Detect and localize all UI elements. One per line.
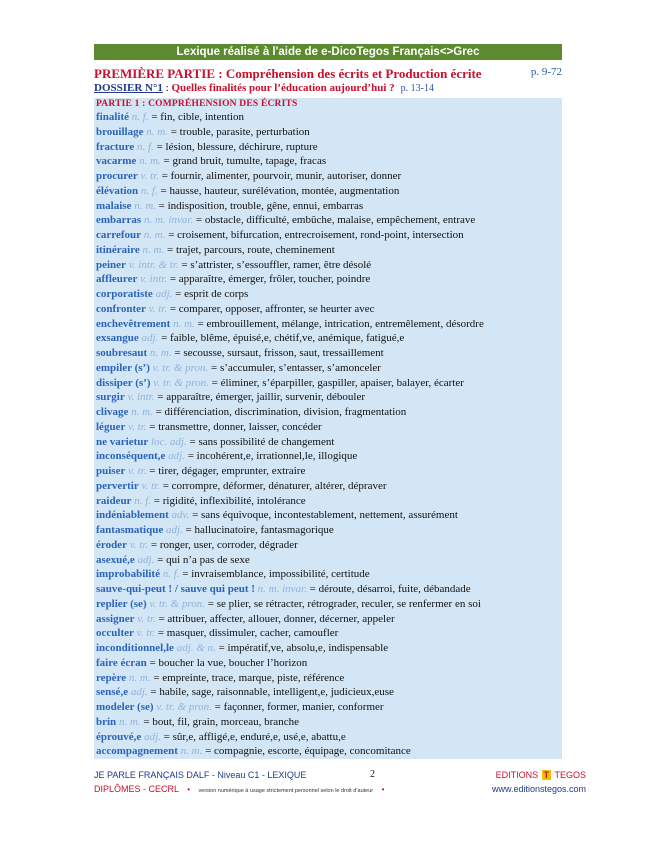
lexicon-entry: [96, 302, 562, 317]
entry-grammar: n. m.: [139, 155, 161, 168]
entry-definitions: = masquer, dissimuler, cacher, camoufler: [157, 627, 339, 640]
entry-definitions: = déroute, désarroi, fuite, débandade: [309, 583, 471, 595]
entry-headword: brouillage: [96, 125, 144, 138]
lexicon-entry: [96, 169, 562, 184]
entry-definitions: = éliminer, s’éparpiller, gaspiller, apaiser, balayer, écarter: [211, 376, 464, 389]
entry-definitions: = invraisemblance, impossibilité, certitude: [182, 568, 370, 581]
entry-headword: itinéraire: [96, 243, 140, 256]
entry-grammar: n. m.: [131, 406, 153, 418]
section-title: PARTIE 1 : COMPRÉHENSION DES ÉCRITS: [96, 99, 298, 109]
entry-headword: inconséquent,e: [96, 450, 166, 463]
entry-grammar: n. m.: [143, 229, 166, 241]
entry-definitions: = empreinte, trace, marque, piste, référence: [153, 671, 345, 684]
publisher-suffix: TEGOS: [554, 770, 586, 780]
lexicon-entry: [96, 744, 562, 759]
entry-grammar: n. f.: [140, 184, 158, 197]
lexicon-entry: [96, 405, 562, 420]
lexicon-entry: [96, 508, 562, 523]
entry-definitions: = impératif,ve, absolu,e, indispensable: [218, 642, 389, 654]
lexicon-entry: [96, 582, 562, 597]
lexicon-entry: [96, 287, 562, 302]
bullet-icon: •: [187, 785, 191, 794]
entry-definitions: = ronger, user, corroder, dégrader: [150, 538, 298, 551]
entry-headword: repère: [96, 671, 127, 684]
copyright-note: version numérique à usage strictement personnel selon le droit d’auteur: [198, 788, 374, 794]
part-title: PREMIÈRE PARTIE : Compréhension des écrits et Production écrite: [94, 66, 482, 81]
entry-grammar: v. intr.: [140, 273, 168, 286]
entry-grammar: v. intr.: [127, 391, 155, 404]
entry-headword: enchevêtrement: [96, 317, 171, 330]
entry-definitions: = s’accumuler, s’entasser, s’amonceler: [211, 361, 381, 374]
entry-definitions: = habile, sage, raisonnable, intelligent,e, judicieux,euse: [150, 686, 394, 699]
lexicon-entry: [96, 523, 562, 538]
entry-headword: faire écran: [96, 656, 147, 669]
entry-headword: empiler (s’): [96, 361, 150, 374]
entry-definitions: = trajet, parcours, route, cheminement: [166, 243, 335, 256]
lexicon-page: [94, 44, 562, 759]
entry-headword: sauve-qui-peut ! / sauve qui peut !: [96, 583, 255, 595]
entry-grammar: v. tr.: [128, 465, 147, 477]
entry-definitions: = comparer, opposer, affronter, se heurter avec: [169, 302, 375, 315]
entry-grammar: adj.: [141, 332, 159, 345]
lexicon-entry: [96, 464, 562, 479]
entry-list: [94, 110, 562, 759]
entry-definitions: = transmettre, donner, laisser, concéder: [149, 420, 322, 433]
entry-grammar: n. m.: [142, 243, 165, 256]
entry-headword: éprouvé,e: [96, 730, 142, 743]
entry-definitions: = façonner, former, manier, conformer: [214, 701, 384, 713]
lexicon-entry: [96, 184, 562, 199]
entry-definitions: = bout, fil, grain, morceau, branche: [143, 715, 299, 728]
lexicon-entry: [96, 125, 562, 140]
entry-headword: malaise: [96, 199, 132, 212]
lexicon-entry: [96, 553, 562, 568]
entry-definitions: = grand bruit, tumulte, tapage, fracas: [163, 155, 327, 168]
entry-headword: clivage: [96, 406, 129, 418]
dossier-question: Quelles finalités pour l’éducation aujourd’hui ?: [171, 82, 395, 94]
entry-headword: vacarme: [96, 155, 137, 168]
entry-grammar: v. tr. & pron.: [149, 597, 205, 610]
dossier-heading: [94, 82, 562, 97]
entry-grammar: n. m.: [134, 199, 156, 212]
entry-grammar: v. tr. & pron.: [152, 361, 209, 374]
entry-grammar: n. m. invar.: [143, 214, 194, 227]
lexicon-entry: [96, 331, 562, 346]
entry-grammar: v. tr.: [128, 420, 147, 433]
dossier-label: DOSSIER N°1: [94, 82, 163, 94]
entry-definitions: = incohérent,e, irrationnel,le, illogique: [187, 450, 358, 463]
entry-headword: occulter: [96, 627, 134, 640]
entry-definitions: = croisement, bifurcation, entrecroisement, rond-point, intersection: [168, 229, 464, 241]
entry-definitions: = trouble, parasite, perturbation: [170, 125, 310, 138]
entry-definitions: = sans équivoque, incontestablement, nettement, assurément: [192, 509, 458, 522]
lexicon-entry: [96, 538, 562, 553]
entry-headword: modeler (se): [96, 701, 154, 713]
entry-grammar: n. m.: [149, 347, 172, 359]
lexicon-entry: [96, 140, 562, 155]
entry-definitions: = attribuer, affecter, allouer, donner, décerner, appeler: [158, 612, 395, 625]
entry-definitions: = lésion, blessure, déchirure, rupture: [156, 140, 318, 153]
entry-grammar: n. f.: [162, 568, 180, 581]
lexicon-entry: [96, 243, 562, 258]
part-heading: [94, 65, 562, 82]
entry-grammar: v. tr. & pron.: [156, 701, 212, 713]
entry-definitions: = tirer, dégager, emprunter, extraire: [149, 465, 306, 477]
lexicon-entry: [96, 612, 562, 627]
lexicon-entry: [96, 154, 562, 169]
entry-definitions: = indisposition, trouble, gêne, ennui, embarras: [158, 199, 364, 212]
lexicon-entry: [96, 110, 562, 125]
entry-grammar: adj.: [144, 730, 161, 743]
lexicon-entry: [96, 376, 562, 391]
entry-headword: surgir: [96, 391, 125, 404]
lexicon-entry: [96, 435, 562, 450]
lexicon-entry: [96, 626, 562, 641]
lexicon-entry: [96, 494, 562, 509]
entry-grammar: n. m. invar.: [257, 583, 307, 595]
entry-definitions: = sans possibilité de changement: [189, 435, 335, 448]
lexicon-entry: [96, 479, 562, 494]
entry-grammar: v. tr.: [137, 612, 156, 625]
entry-grammar: n. m.: [173, 317, 195, 330]
bullet-icon: •: [381, 785, 385, 794]
entry-grammar: v. tr.: [129, 538, 149, 551]
entry-grammar: n. m.: [118, 715, 141, 728]
lexicon-entry: [96, 656, 562, 671]
entry-grammar: v. tr.: [136, 627, 156, 640]
entry-headword: corporatiste: [96, 288, 153, 300]
entry-grammar: n. m.: [128, 671, 151, 684]
entry-headword: finalité: [96, 111, 129, 123]
entry-definitions: = secousse, sursaut, frisson, saut, tressaillement: [174, 347, 384, 359]
entry-grammar: v. intr. & tr.: [128, 258, 179, 271]
entry-definitions: = obstacle, difficulté, embûche, malaise, empêchement, entrave: [195, 214, 476, 227]
entry-definitions: = s’attrister, s’essouffler, ramer, être désolé: [181, 258, 372, 271]
entry-headword: éroder: [96, 538, 127, 551]
entry-headword: indéniablement: [96, 509, 169, 522]
entry-definitions: = corrompre, déformer, dénaturer, altérer, dépraver: [162, 479, 387, 492]
entry-headword: peiner: [96, 258, 126, 271]
entry-grammar: adj.: [137, 553, 155, 566]
dossier-separator: :: [162, 82, 172, 94]
entry-headword: sensé,e: [96, 686, 129, 699]
lexicon-entry: [96, 346, 562, 361]
footer: [94, 770, 586, 796]
entry-headword: assigner: [96, 612, 135, 625]
lexicon-entry: [96, 685, 562, 700]
entry-definitions: = embrouillement, mélange, intrication, entremêlement, désordre: [197, 317, 484, 330]
entry-headword: accompagnement: [96, 745, 178, 758]
lexicon-entry: [96, 641, 562, 656]
entry-grammar: v. tr.: [140, 170, 159, 182]
entry-grammar: n. f.: [137, 140, 154, 153]
entry-headword: carrefour: [96, 229, 141, 241]
entry-grammar: n. m.: [146, 125, 168, 138]
lexicon-entry: [96, 671, 562, 686]
entry-definitions: = esprit de corps: [175, 288, 249, 300]
lexicon-entry: [96, 420, 562, 435]
entry-headword: raideur: [96, 494, 132, 507]
entry-headword: ne varietur: [96, 435, 149, 448]
entry-grammar: loc. adj.: [150, 435, 187, 448]
entry-headword: léguer: [96, 420, 126, 433]
page-number: 2: [370, 769, 375, 780]
lexicon-entry: [96, 730, 562, 745]
entry-definitions: = compagnie, escorte, équipage, concomitance: [205, 745, 411, 758]
entry-grammar: v. tr.: [148, 302, 168, 315]
entry-grammar: v. tr. & pron.: [153, 376, 209, 389]
footer-row-top: [94, 770, 586, 783]
entry-grammar: adj. & n.: [176, 642, 216, 654]
footer-diplomes: DIPLÔMES - CECRL: [94, 784, 179, 794]
entry-grammar: n. f.: [134, 494, 152, 507]
lexicon-entry: [96, 317, 562, 332]
entry-definitions: = qui n’a pas de sexe: [157, 553, 250, 566]
lexicon-entry: [96, 258, 562, 273]
lexicon-entry: [96, 449, 562, 464]
entry-grammar: adj.: [168, 450, 185, 463]
lexicon-entry: [96, 361, 562, 376]
entry-grammar: v. tr.: [141, 479, 160, 492]
entry-headword: dissiper (s’): [96, 376, 151, 389]
entry-headword: asexué,e: [96, 553, 135, 566]
entry-definitions: = se plier, se rétracter, rétrograder, reculer, se renfermer en soi: [207, 597, 481, 610]
entry-definitions: = hallucinatoire, fantasmagorique: [185, 524, 334, 536]
entry-headword: puiser: [96, 465, 126, 477]
lexicon-entry: [96, 390, 562, 405]
entry-headword: inconditionnel,le: [96, 642, 174, 654]
part-pages: p. 9-72: [530, 66, 562, 78]
entry-headword: pervertir: [96, 479, 139, 492]
entry-headword: procurer: [96, 170, 138, 182]
entry-grammar: adj.: [155, 288, 173, 300]
footer-row-bottom: [94, 784, 586, 796]
entry-definitions: = boucher la vue, boucher l’horizon: [149, 656, 308, 669]
entry-grammar: n. f.: [131, 111, 149, 123]
lexicon-entry: [96, 213, 562, 228]
lexicon-entry: [96, 567, 562, 582]
lexicon-entry: [96, 272, 562, 287]
publisher-t-mark: T: [543, 770, 550, 780]
entry-definitions: = rigidité, inflexibilité, intolérance: [153, 494, 306, 507]
entry-headword: confronter: [96, 302, 146, 315]
entry-headword: brin: [96, 715, 117, 728]
entry-definitions: = apparaître, émerger, jaillir, survenir, débouler: [157, 391, 366, 404]
entry-grammar: adj.: [165, 524, 183, 536]
website-link[interactable]: www.editionstegos.com: [491, 784, 586, 794]
lexicon-entry: [96, 228, 562, 243]
footer-series: JE PARLE FRANÇAIS DALF - Niveau C1 - LEXIQUE: [94, 770, 307, 780]
entry-headword: replier (se): [96, 597, 147, 610]
entry-headword: affleurer: [96, 273, 138, 286]
lexicon-entry: [96, 700, 562, 715]
lexicon-entry: [96, 715, 562, 730]
entry-definitions: = fournir, alimenter, pourvoir, munir, autoriser, donner: [161, 170, 402, 182]
entry-headword: fantasmatique: [96, 524, 164, 536]
section-box: [94, 98, 562, 759]
entry-headword: embarras: [96, 214, 142, 227]
lexicon-banner: Lexique réalisé à l'aide de e-DicoTegos Français<>Grec: [94, 44, 562, 60]
lexicon-entry: [96, 199, 562, 214]
entry-definitions: = apparaître, émerger, frôler, toucher, poindre: [169, 273, 371, 286]
entry-headword: élévation: [96, 184, 139, 197]
entry-headword: fracture: [96, 140, 135, 153]
entry-grammar: adv.: [171, 509, 190, 522]
publisher-logo: [496, 770, 586, 780]
entry-headword: exsangue: [96, 332, 139, 345]
lexicon-entry: [96, 597, 562, 612]
dossier-pages: p. 13-14: [400, 83, 434, 94]
entry-headword: improbabilité: [96, 568, 160, 581]
entry-definitions: = faible, blême, épuisé,e, chétif,ve, anémique, fatigué,e: [161, 332, 405, 345]
entry-grammar: n. m.: [180, 745, 203, 758]
entry-definitions: = différenciation, discrimination, division, fragmentation: [155, 406, 407, 418]
entry-definitions: = hausse, hauteur, surélévation, montée, augmentation: [160, 184, 400, 197]
entry-headword: soubresaut: [96, 347, 148, 359]
entry-definitions: = fin, cible, intention: [151, 111, 244, 123]
entry-definitions: = sûr,e, affligé,e, enduré,e, usé,e, abattu,e: [163, 730, 346, 743]
publisher-prefix: EDITIONS: [495, 770, 539, 780]
entry-grammar: adj.: [130, 686, 148, 699]
